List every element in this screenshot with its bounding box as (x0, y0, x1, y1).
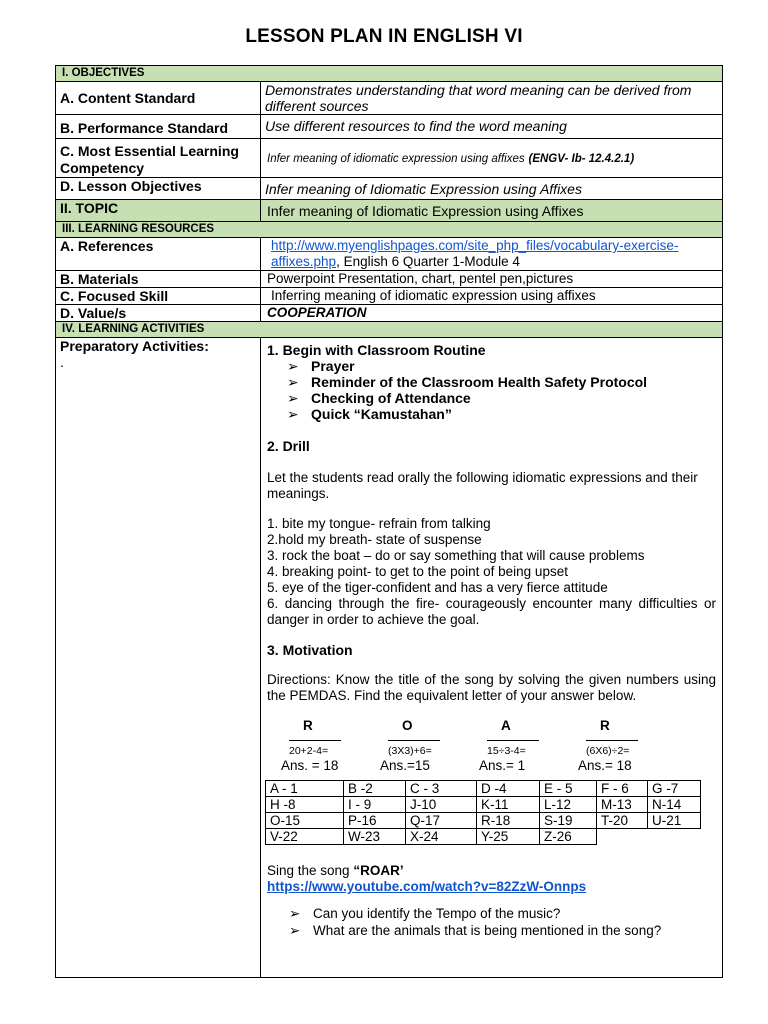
routine-heading: 1. Begin with Classroom Routine (267, 342, 486, 358)
skill-value: Inferring meaning of idiomatic expression using affixes (261, 288, 723, 305)
question-item: ➢ What are the animals that is being mentioned in the song? (289, 923, 662, 938)
activities-row (56, 338, 723, 978)
pemdas-problems (281, 718, 716, 774)
letter-key-row: H -8 I - 9 J-10 K-11 L-12 M-13 N-14 (266, 797, 701, 813)
objectives-section-header (56, 66, 723, 82)
bullet-arrow-icon: ➢ (287, 358, 299, 374)
references-text: , English 6 Quarter 1-Module 4 (336, 254, 520, 269)
performance-standard-row (56, 115, 723, 139)
skill-label: C. Focused Skill (56, 288, 261, 305)
bullet-arrow-icon: ➢ (289, 923, 301, 938)
melc-label: C. Most Essential Learning Competency (56, 139, 261, 178)
lesson-objectives-value: Infer meaning of Idiomatic Expression using Affixes (261, 178, 723, 200)
references-label: A. References (56, 238, 261, 271)
resources-section-header (56, 222, 723, 238)
lesson-plan-table (55, 65, 723, 978)
routine-item: ➢ Checking of Attendance (287, 390, 471, 406)
content-standard-row (56, 82, 723, 115)
sing-line (267, 863, 716, 879)
materials-value: Powerpoint Presentation, chart, pentel pen,pictures (261, 271, 723, 288)
materials-label: B. Materials (56, 271, 261, 288)
drill-item: 4. breaking point- to get to the point of being upset (267, 564, 568, 579)
drill-item: 1. bite my tongue- refrain from talking (267, 516, 491, 531)
drill-intro: Let the students read orally the following idiomatic expressions and their meanings. (267, 470, 698, 501)
prep-label-cell (56, 338, 261, 978)
materials-row (56, 271, 723, 288)
values-row (56, 305, 723, 322)
routine-item: ➢ Reminder of the Classroom Health Safety Protocol (287, 374, 648, 390)
content-standard-label: A. Content Standard (56, 82, 261, 115)
prep-dot: . (60, 354, 64, 370)
melc-code: (ENGV- Ib- 12.4.2.1) (528, 153, 635, 165)
routine-item: ➢ Prayer (287, 358, 355, 374)
topic-header: II. TOPIC (56, 200, 261, 222)
references-link[interactable]: http://www.myenglishpages.com/site_php_files/vocabulary-exercise- affixes.php (271, 238, 679, 269)
letter-key-table (265, 780, 701, 845)
references-row (56, 238, 723, 271)
bullet-arrow-icon: ➢ (287, 374, 299, 390)
melc-text: Infer meaning of idiomatic expression using affixes (267, 153, 525, 165)
references-value (261, 238, 723, 271)
motivation-heading: 3. Motivation (267, 642, 353, 658)
pemdas-problem: R 20+2-4= Ans. = 18 (281, 718, 380, 774)
topic-row (56, 200, 723, 222)
topic-value: Infer meaning of Idiomatic Expression using Affixes (261, 200, 723, 222)
prep-label: Preparatory Activities: (60, 338, 209, 354)
bullet-arrow-icon: ➢ (287, 390, 299, 406)
drill-item: 5. eye of the tiger-confident and has a very fierce attitude (267, 580, 608, 595)
content-standard-value: Demonstrates understanding that word meaning can be derived from different sources (261, 82, 723, 115)
drill-item: 3. rock the boat – do or say something that will cause problems (267, 548, 645, 563)
drill-item: 6. dancing through the fire- courageously encounter many difficulties or danger in order to achieve the goal. (267, 596, 716, 627)
activities-section-header (56, 322, 723, 338)
lesson-objectives-row (56, 178, 723, 200)
melc-row (56, 139, 723, 178)
resources-header: III. LEARNING RESOURCES (56, 222, 723, 238)
drill-heading: 2. Drill (267, 438, 310, 454)
melc-value (261, 139, 723, 178)
performance-standard-value: Use different resources to find the word meaning (261, 115, 723, 139)
drill-item: 2.hold my breath- state of suspense (267, 532, 482, 547)
performance-standard-label: B. Performance Standard (56, 115, 261, 139)
sing-prefix: Sing the song (267, 863, 354, 878)
bullet-arrow-icon: ➢ (289, 906, 301, 921)
routine-item: ➢ Quick “Kamustahan” (287, 406, 452, 422)
values-label: D. Value/s (56, 305, 261, 322)
motivation-directions: Directions: Know the title of the song by solving the given numbers using the PEMDAS. Find the equivalent letter of your answer below. (267, 672, 716, 703)
pemdas-problem: R (6X6)÷2= Ans.= 18 (578, 718, 677, 774)
values-value: COOPERATION (261, 305, 723, 322)
question-item: ➢ Can you identify the Tempo of the music? (289, 906, 561, 921)
page-title: LESSON PLAN IN ENGLISH VI (245, 26, 523, 47)
objectives-header: I. OBJECTIVES (56, 66, 723, 82)
pemdas-problem: O (3X3)+6= Ans.=15 (380, 718, 479, 774)
bullet-arrow-icon: ➢ (287, 406, 299, 422)
song-link[interactable]: https://www.youtube.com/watch?v=82ZzW-Onnps (267, 879, 587, 894)
activities-content (261, 338, 723, 978)
song-title: “ROAR’ (353, 863, 404, 878)
skill-row (56, 288, 723, 305)
letter-key-row: O-15 P-16 Q-17 R-18 S-19 T-20 U-21 (266, 813, 701, 829)
lesson-objectives-label: D. Lesson Objectives (56, 178, 261, 200)
letter-key-row: V-22 W-23 X-24 Y-25 Z-26 (266, 829, 701, 845)
activities-header: IV. LEARNING ACTIVITIES (56, 322, 723, 338)
letter-key-row: A - 1 B -2 C - 3 D -4 E - 5 F - 6 G -7 (266, 781, 701, 797)
pemdas-problem: A 15÷3-4= Ans.= 1 (479, 718, 578, 774)
